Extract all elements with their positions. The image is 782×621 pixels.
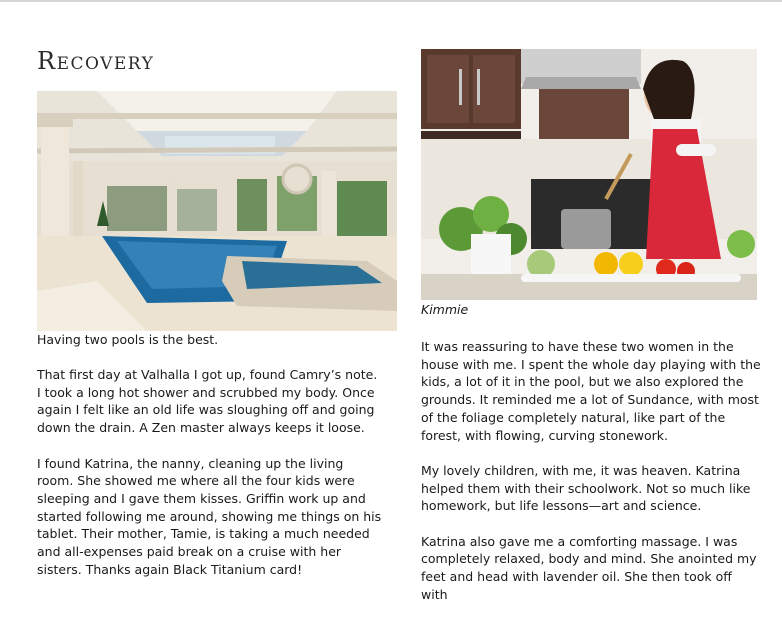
paragraph: My lovely children, with me, it was heaven. Katrina helped them with their schoolwork. Not so much like homework, but life lessons—art and science. xyxy=(421,462,751,514)
indoor-pool-photo xyxy=(37,91,397,331)
right-text-column xyxy=(421,338,761,621)
paragraph: That first day at Valhalla I got up, found Camry’s note. I took a long hot shower and scrubbed my body. Once again I felt like an old life was sloughing off and going down the drain. A Zen master always keeps it loose. xyxy=(37,367,378,436)
woman-cooking-photo xyxy=(421,49,757,300)
left-text-column xyxy=(37,366,382,596)
paragraph: It was reassuring to have these two women in the house with me. I spent the whole day playing with the kids, a lot of it in the pool, but we also explored the grounds. It reminded me a lot of Sundance, with most of the foliage completely natural, like part of the forest, with flowing, curving stonework. xyxy=(421,339,761,443)
page-heading: Recovery xyxy=(37,47,155,75)
top-divider xyxy=(0,0,782,2)
paragraph: I found Katrina, the nanny, cleaning up the living room. She showed me where all the four kids were sleeping and I gave them kisses. Griffin work up and started following me around, showing me things on his tablet. Their mother, Tamie, is taking a much needed and all-expenses paid break on a cruise with her sisters. Thanks again Black Titanium card! xyxy=(37,455,382,577)
pool-photo-caption: Having two pools is the best. xyxy=(37,332,219,347)
paragraph: Katrina also gave me a comforting massage. I was completely relaxed, body and mind. She anointed my feet and head with lavender oil. She then took off with xyxy=(421,533,757,602)
kitchen-photo-caption: Kimmie xyxy=(421,302,469,317)
